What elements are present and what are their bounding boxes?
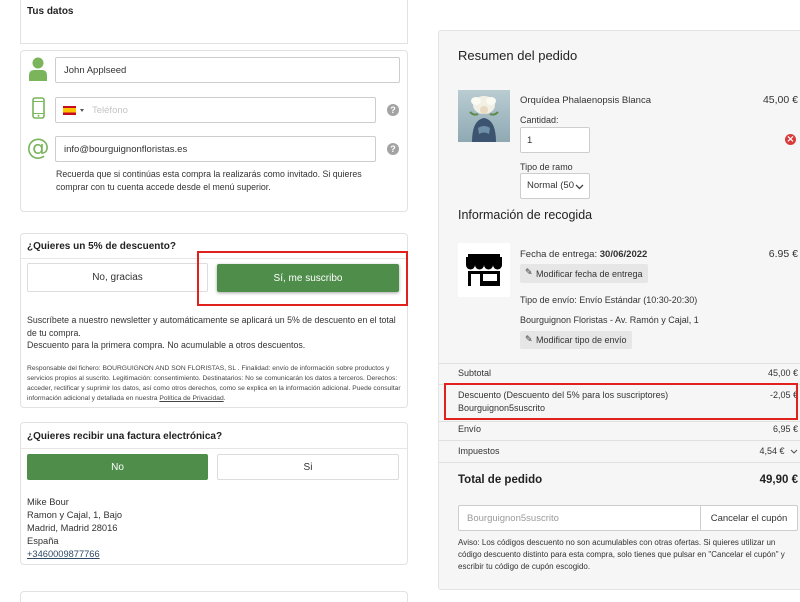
- delivery-date: [520, 249, 647, 260]
- order-summary-panel: [438, 30, 800, 590]
- total-value: 49,90 €: [759, 474, 798, 486]
- legal-end: .: [223, 395, 226, 402]
- invoice-title: ¿Quieres recibir una factura electrónica?: [27, 431, 223, 442]
- quantity-input[interactable]: [520, 127, 590, 153]
- product-price: 45,00 €: [762, 94, 798, 106]
- legal-text: [27, 364, 401, 404]
- cancel-coupon-button[interactable]: Cancelar el cupón: [700, 505, 798, 531]
- delivery-date-label: Fecha de entrega:: [520, 248, 598, 260]
- discount-value: -2,05 €: [769, 389, 798, 400]
- highlight-box: [197, 251, 408, 306]
- remove-icon[interactable]: [785, 134, 796, 145]
- product-name: Orquídea Phalaenopsis Blanca: [520, 94, 651, 106]
- address-line: España: [27, 536, 59, 546]
- invoice-yes-button[interactable]: Si: [217, 454, 399, 480]
- divider: [439, 363, 800, 364]
- modify-date-label: Modificar fecha de entrega: [536, 268, 643, 279]
- divider: [439, 421, 800, 422]
- phone-input[interactable]: [92, 98, 362, 122]
- legal-body: Responsable del fichero: BOURGUIGNON AND SON FLORISTAS, SL . Finalidad: envío de información sobre productos y servicios propios al suscrito. Legitimación: consentimiento. Destinatarios: No se comunicarán los datos a terceros. Derechos: acceder, rectificar y suprimir los datos, así como otros derechos, como se explica en la información adicional. Puede consultar información adicional y detallada en nuestra: [27, 365, 401, 402]
- help-icon[interactable]: [387, 143, 399, 155]
- shipping-type: Tipo de envío: Envío Estándar (10:30-20:30): [520, 294, 698, 305]
- discount-code: Bourguignon5suscrito: [458, 402, 546, 413]
- tus-datos-title: Tus datos: [27, 6, 74, 17]
- address-line: Ramon y Cajal, 1, Bajo: [27, 510, 123, 520]
- pencil-icon: [525, 269, 534, 278]
- delivery-price: 6.95 €: [768, 248, 798, 260]
- store-icon: [458, 243, 510, 297]
- summary-title: Resumen del pedido: [458, 48, 578, 63]
- shipping-value: 6,95 €: [772, 423, 798, 434]
- address-line: Madrid, Madrid 28016: [27, 523, 118, 533]
- country-caret-icon[interactable]: [80, 109, 84, 112]
- shipping-label: Envío: [458, 423, 482, 434]
- taxes-amount: 4,54 €: [759, 445, 785, 456]
- guest-note: Recuerda que si continúas esta compra la realizarás como invitado. Si quieres comprar con tu cuenta accede desde el menú superior.: [56, 169, 362, 192]
- chevron-down-icon[interactable]: [790, 449, 798, 454]
- highlight-box: [444, 383, 798, 420]
- coupon-notice: Aviso: Los códigos descuento no son acumulables con otras ofertas. Si quieres utilizar un código descuento distinto para esta compra, solo tienes que pulsar en "Cancelar el cupón" y escribir tu código de cupón escogido.: [458, 538, 785, 571]
- name-input[interactable]: [55, 57, 400, 83]
- address-line: Mike Bour: [27, 497, 69, 507]
- no-thanks-button[interactable]: No, gracias: [27, 263, 208, 292]
- billing-address: [27, 496, 122, 561]
- bouquet-label: Tipo de ramo: [520, 161, 573, 172]
- pencil-icon: [525, 336, 534, 345]
- invoice-card: [20, 422, 408, 565]
- modify-date-button[interactable]: [520, 264, 648, 283]
- phone-link[interactable]: +3460009877766: [27, 549, 100, 559]
- total-label: Total de pedido: [458, 474, 543, 486]
- privacy-policy-link[interactable]: Política de Privacidad: [159, 395, 224, 402]
- phone-icon: [32, 97, 45, 119]
- store-address: Bourguignon Floristas - Av. Ramón y Cajal, 1: [520, 314, 699, 325]
- bouquet-value: Normal (50: [527, 180, 574, 191]
- discount-info: [27, 314, 399, 352]
- spain-flag-icon[interactable]: [63, 106, 76, 115]
- taxes-value[interactable]: [759, 446, 798, 457]
- tus-datos-form: [20, 50, 408, 212]
- bouquet-select[interactable]: [520, 173, 590, 199]
- invoice-divider: [21, 448, 407, 449]
- chevron-down-icon: [575, 184, 584, 190]
- subtotal-label: Subtotal: [458, 367, 492, 378]
- taxes-label: Impuestos: [458, 445, 500, 456]
- product-image[interactable]: [458, 90, 510, 142]
- next-card: [20, 591, 408, 602]
- discount-conditions: Descuento para la primera compra. No acumulable a otros descuentos.: [27, 340, 306, 350]
- discount-info-text: Suscríbete a nuestro newsletter y automáticamente se aplicará un 5% de descuento en el total de tu compra.: [27, 315, 396, 338]
- delivery-date-value: 30/06/2022: [599, 248, 648, 260]
- discount-label: Descuento (Descuento del 5% para los suscriptores): [458, 389, 669, 400]
- modify-shipping-button[interactable]: [520, 331, 632, 349]
- subscribe-button[interactable]: Sí, me suscribo: [217, 264, 399, 292]
- phone-field[interactable]: [55, 97, 376, 123]
- divider: [439, 462, 800, 463]
- quantity-label: Cantidad:: [520, 114, 559, 125]
- modify-shipping-label: Modificar tipo de envío: [536, 335, 627, 345]
- coupon-input[interactable]: [458, 505, 701, 531]
- at-icon: [26, 135, 50, 161]
- email-input[interactable]: [55, 136, 376, 162]
- pickup-title: Información de recogida: [458, 207, 593, 222]
- subtotal-value: 45,00 €: [767, 367, 798, 378]
- divider: [439, 440, 800, 441]
- help-icon[interactable]: [387, 104, 399, 116]
- discount-title: ¿Quieres un 5% de descuento?: [27, 241, 176, 252]
- person-icon: [28, 57, 48, 81]
- tus-datos-header: [20, 0, 408, 44]
- invoice-no-button[interactable]: No: [27, 454, 208, 480]
